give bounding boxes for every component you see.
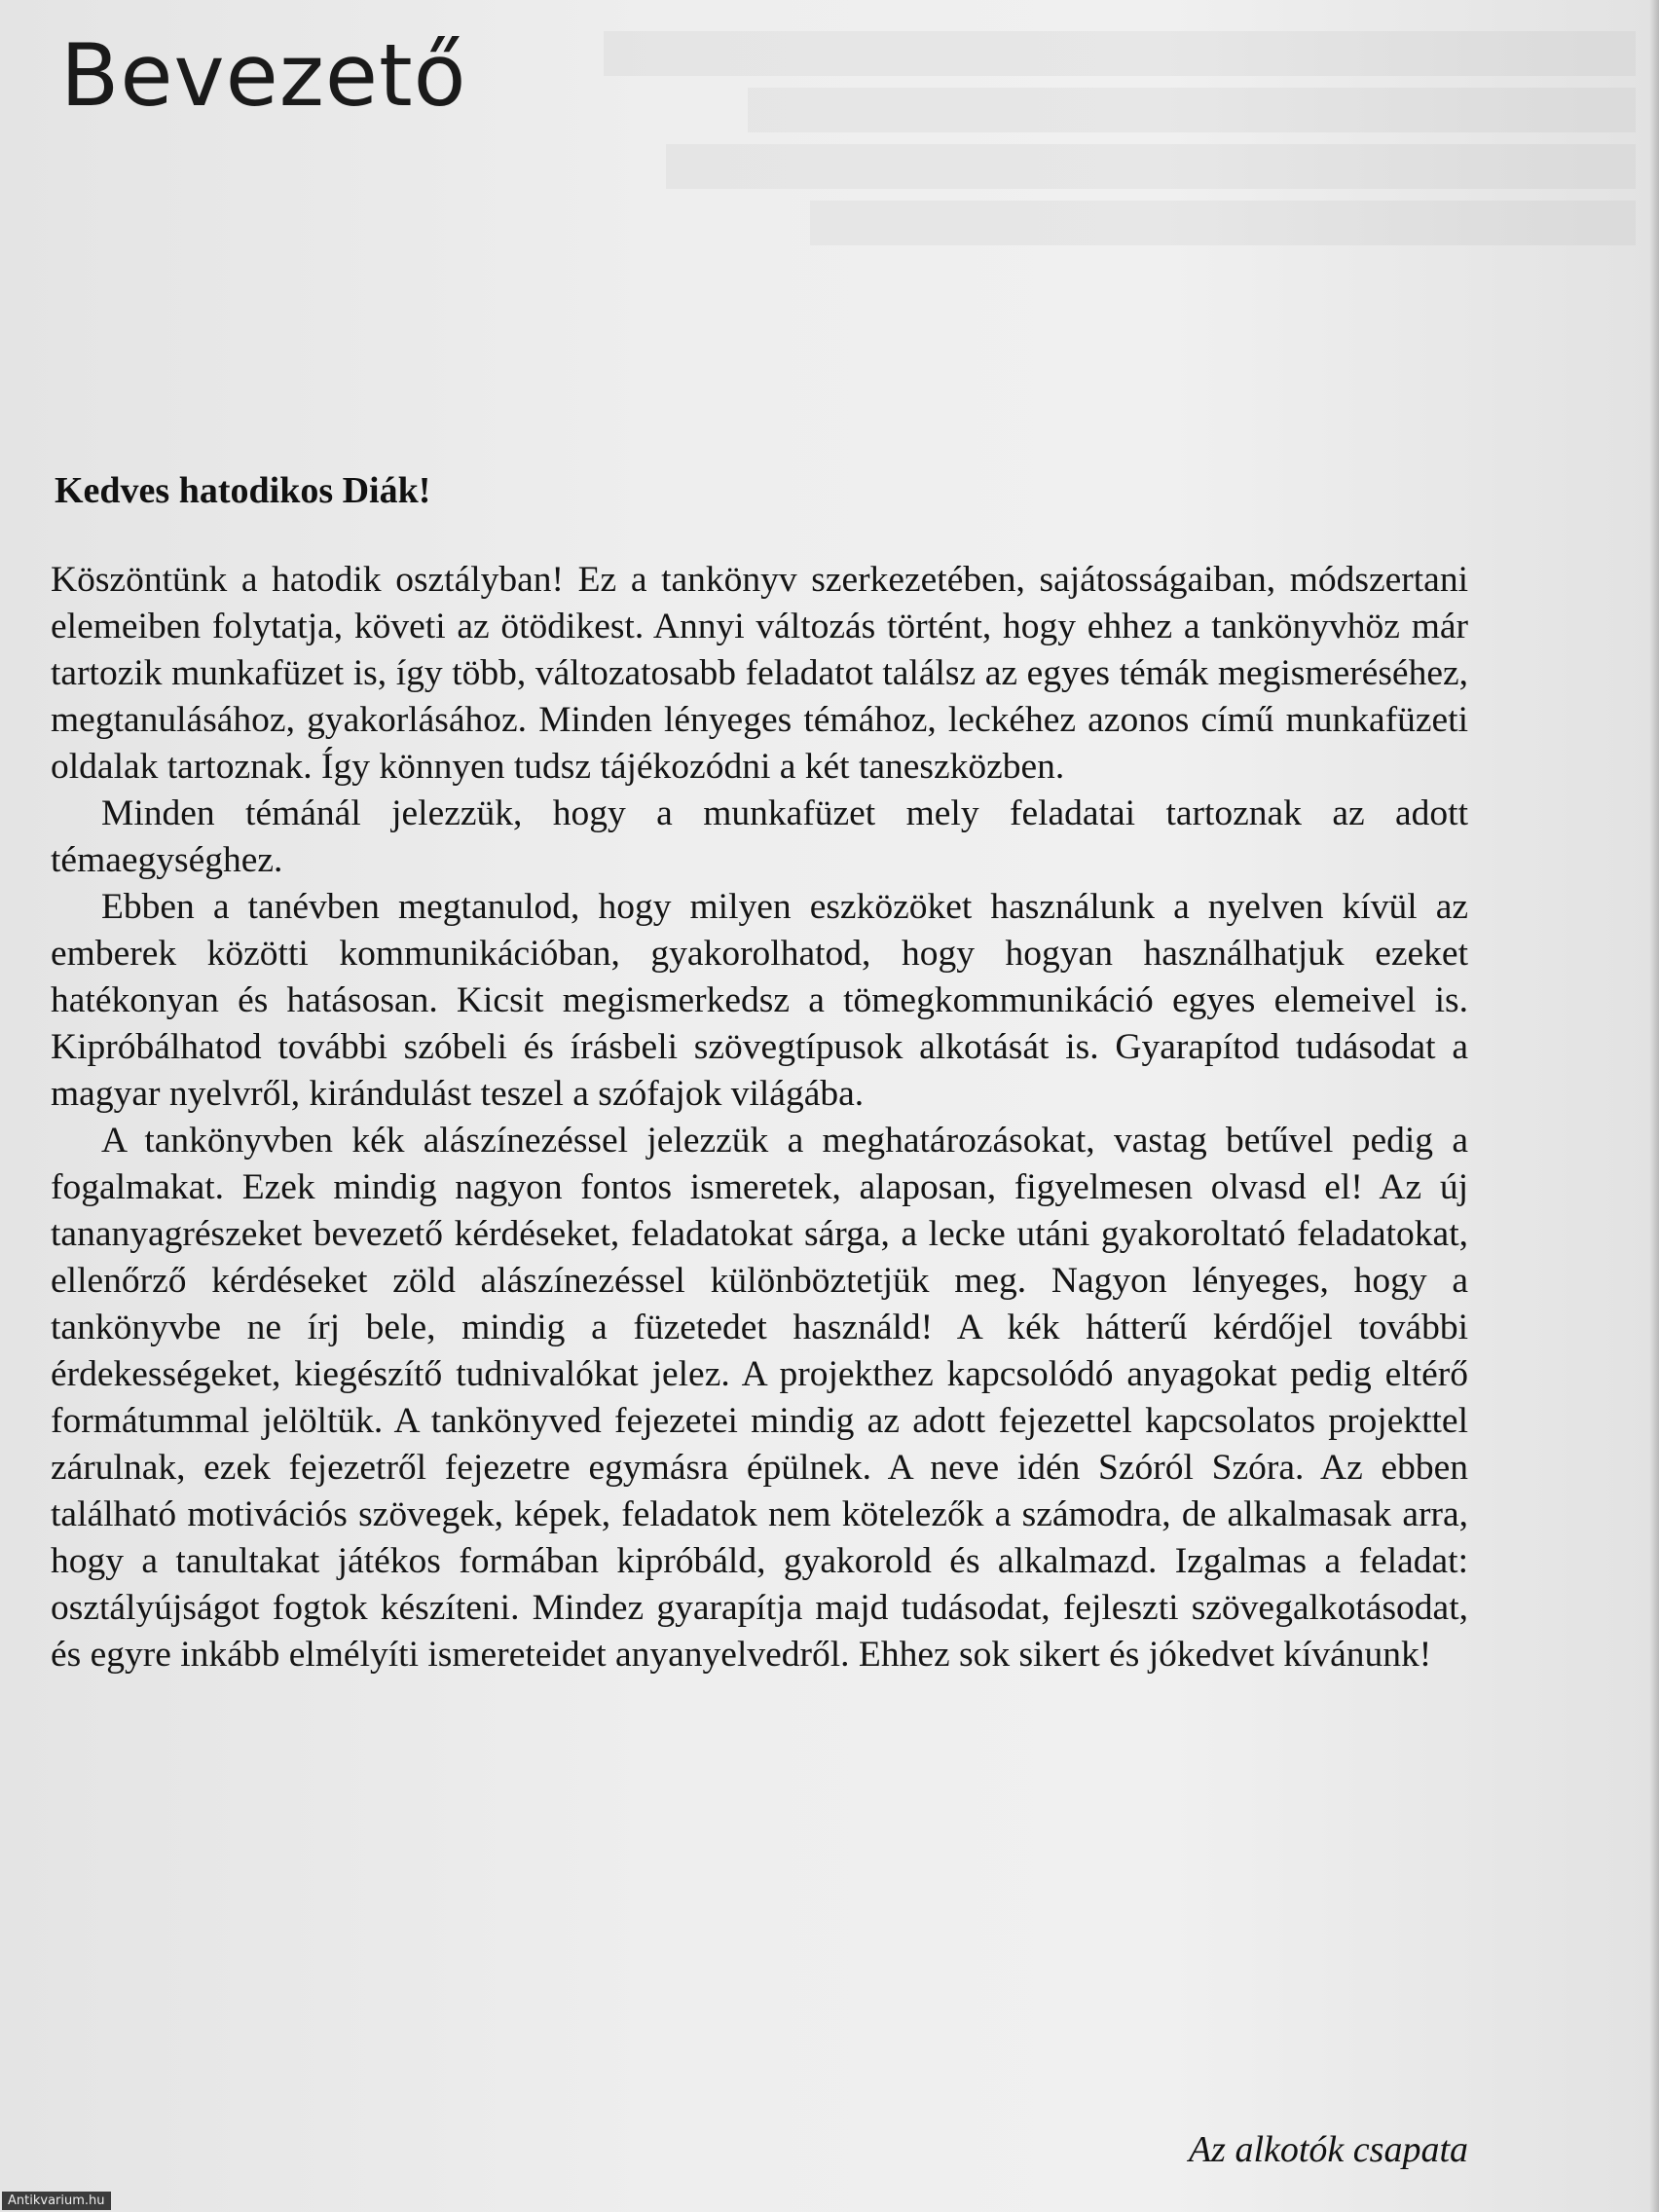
- salutation: Kedves hatodikos Diák!: [55, 470, 431, 511]
- watermark: Antikvarium.hu: [2, 2192, 111, 2210]
- paragraph-4: A tankönyvben kék alászínezéssel jelezzük a meghatározásokat, vastag betűvel pedig a fogalmakat. Ezek mindig nagyon fontos ismeretek, alaposan, figyelmesen olvasd el! Az új tananyagrészeket bevezető kérdéseket, feladatokat sárga, a lecke utáni gyakoroltató feladatokat, ellenőrző kérdéseket zöld alászínezéssel különböztetjük meg. Nagyon lényeges, hogy a tankönyvbe ne írj bele, mindig a füzetedet használd! A kék hátterű kérdőjel további érdekességeket, kiegészítő tudnivalókat jelez. A projekthez kapcsolódó anyagokat pedig eltérő formátummal jelöltük. A tankönyved fejezetei mindig az adott fejezettel kapcsolatos projekttel zárulnak, ezek fejezetről fejezetre egymásra épülnek. A neve idén Szóról Szóra. Az ebben található motivációs szövegek, képek, feladatok nem kötelezők a számodra, de alkalmasak arra, hogy a tanultakat játékos formában kipróbáld, gyakorold és alkalmazd. Izgalmas a feladat: osztályújságot fogtok készíteni. Mindez gyarapítja majd tudásodat, fejleszti szövegalkotásodat, és egyre inkább elmélyíti ismereteidet anyanyelvedről. Ehhez sok sikert és jókedvet kívánunk!: [51, 1121, 1468, 1675]
- paragraph-2: Minden témánál jelezzük, hogy a munkafüzet mely feladatai tartoznak az adott témaegységhez.: [51, 793, 1468, 880]
- show-through-text: [604, 19, 1636, 245]
- paragraph-3: Ebben a tanévben megtanulod, hogy milyen eszközöket használunk a nyelven kívül az emberek közötti kommunikációban, gyakorolhatod, hogy hogyan használhatjuk ezeket hatékonyan és hatásosan. Kicsit megismerkedsz a tömegkommunikáció egyes elemeivel is. Kipróbálhatod további szóbeli és írásbeli szövegtípusok alkotását is. Gyarapítod tudásodat a magyar nyelvről, kirándulást teszel a szófajok világába.: [51, 887, 1468, 1114]
- page-edge-shadow: [1649, 0, 1659, 2212]
- paragraph-1: Köszöntünk a hatodik osztályban! Ez a tankönyv szerkezetében, sajátosságaiban, módszertani elemeiben folytatja, követi az ötödikest. Annyi változás történt, hogy ehhez a tankönyvhöz már tartozik munkafüzet is, így több, változatosabb feladatot találsz az egyes témák megismeréséhez, megtanulásához, gyakorlásához. Minden lényeges témához, leckéhez azonos című munkafüzeti oldalak tartoznak. Így könnyen tudsz tájékozódni a két taneszközben.: [51, 560, 1468, 787]
- signature: Az alkotók csapata: [1188, 2129, 1468, 2170]
- body-text: [51, 557, 1468, 1678]
- page-title: Bevezető: [60, 25, 467, 126]
